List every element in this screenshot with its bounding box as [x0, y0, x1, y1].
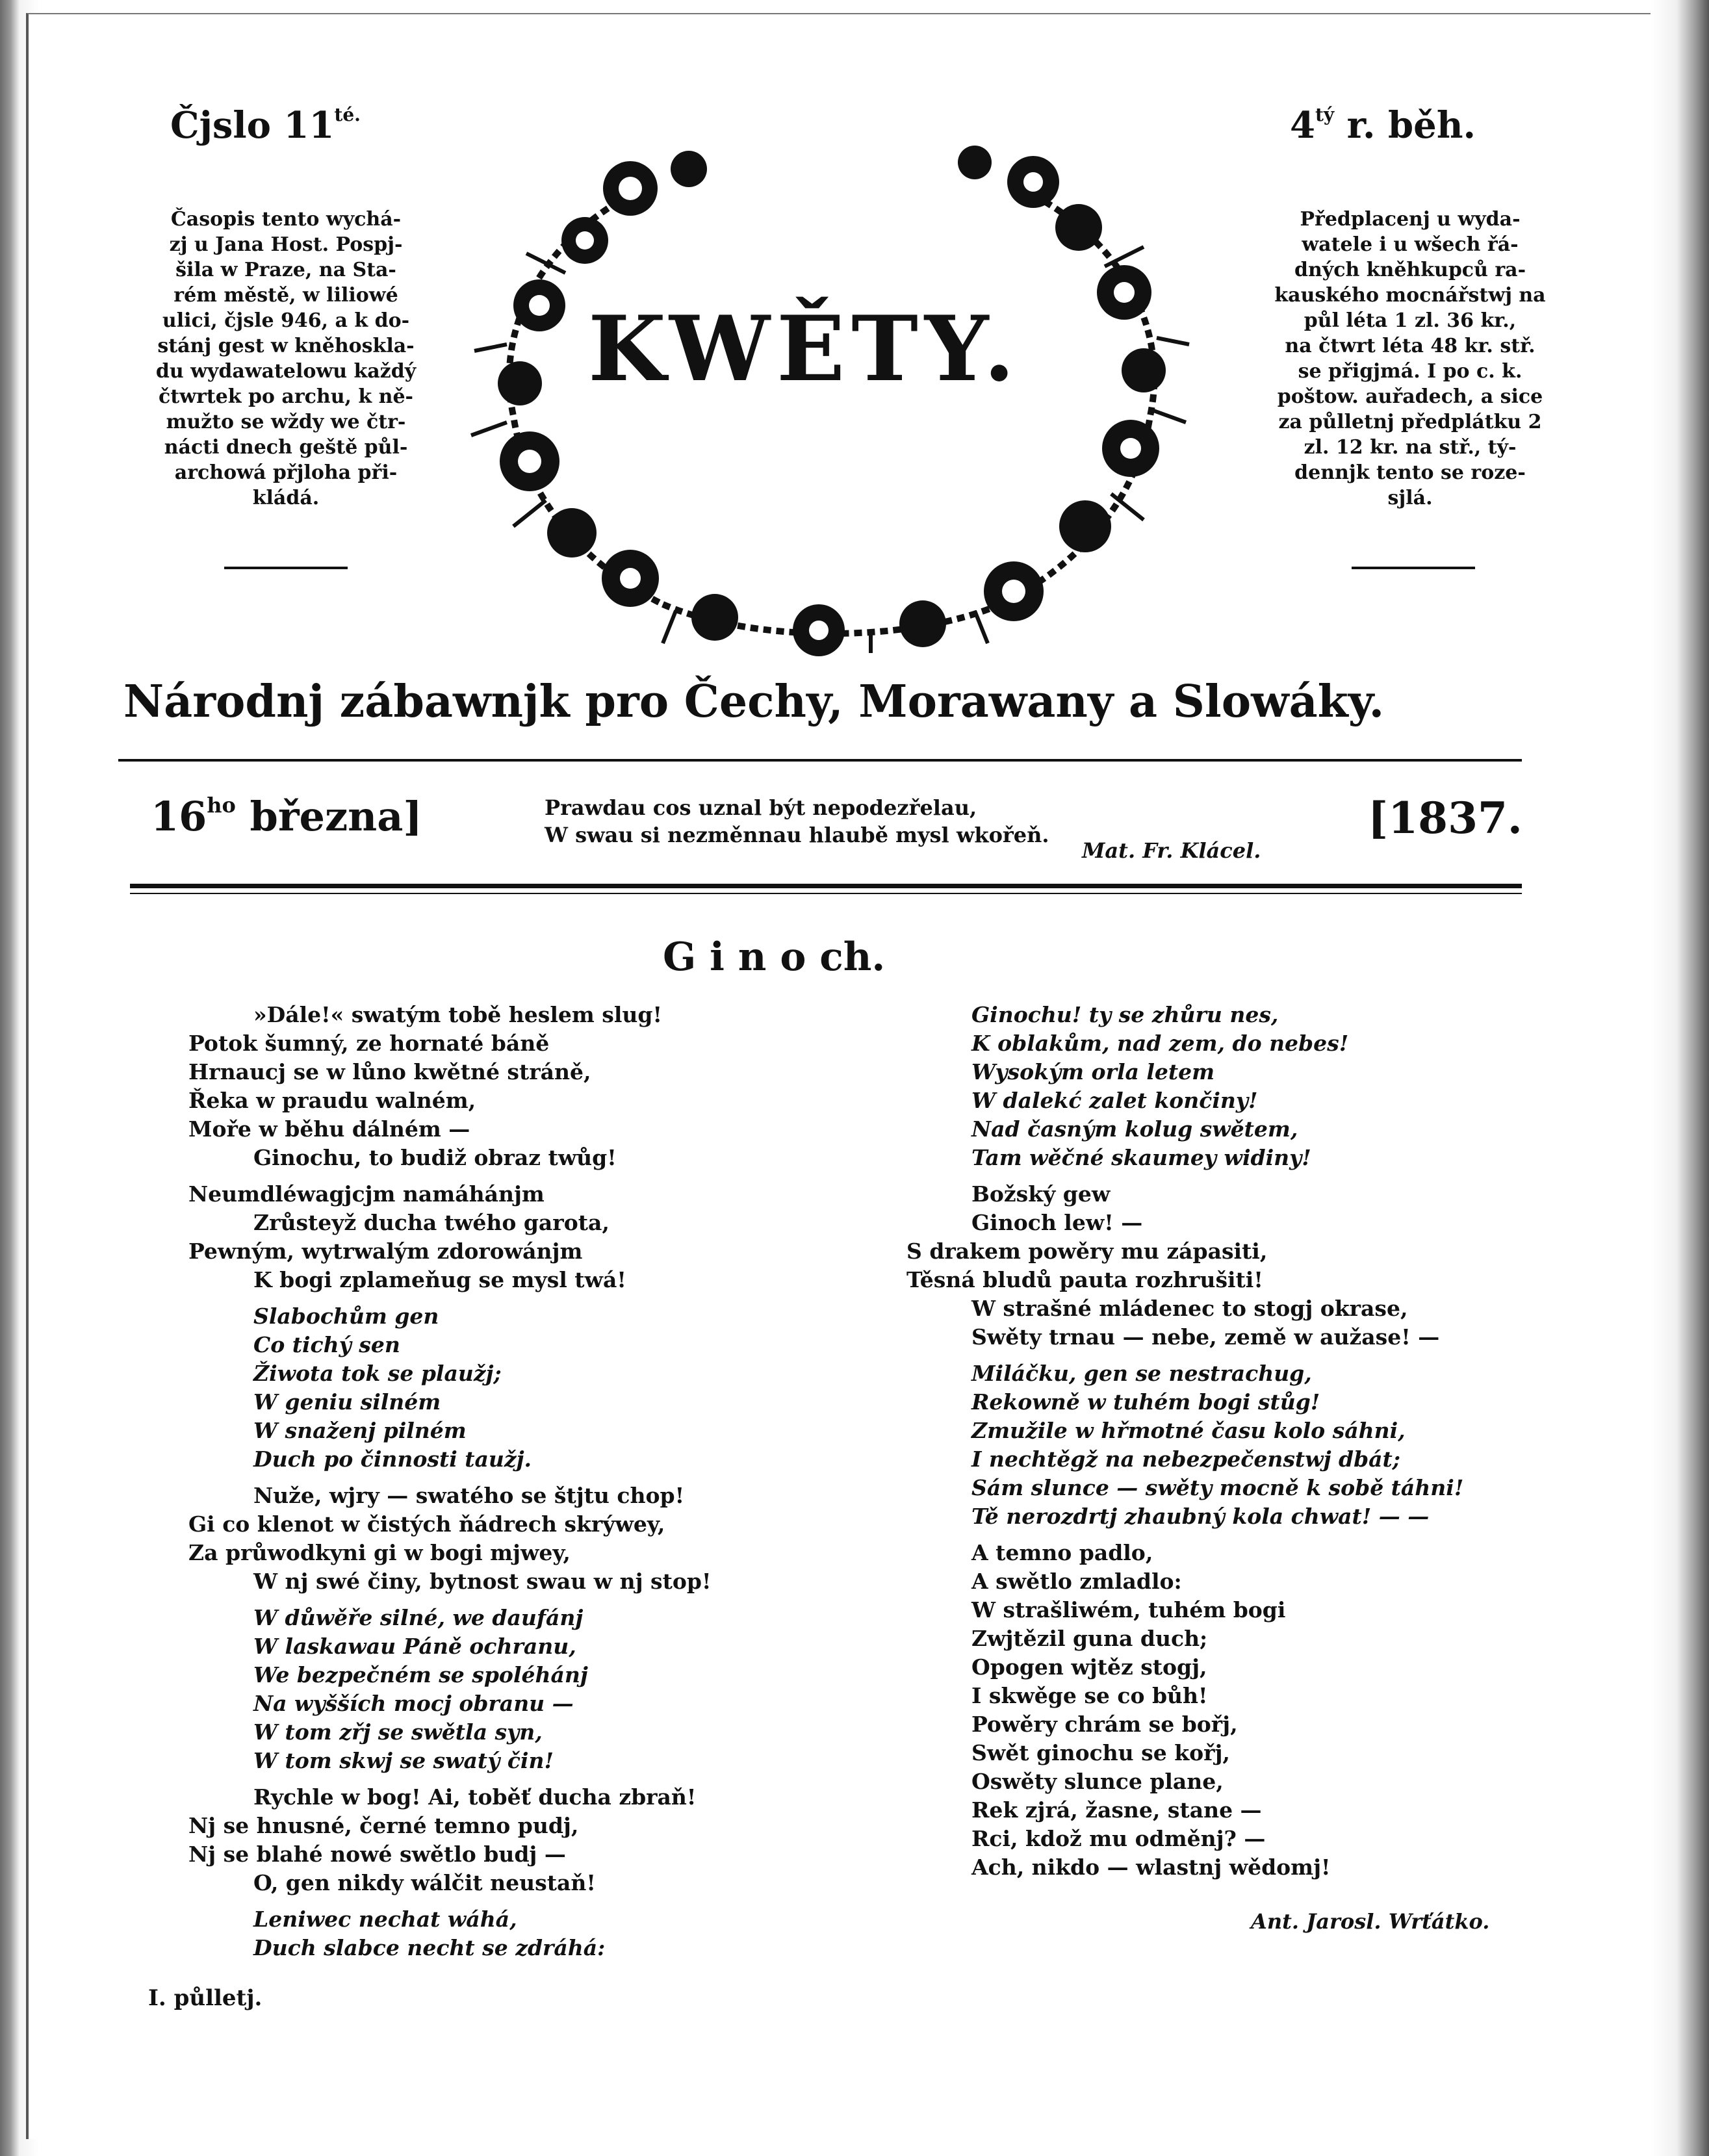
publication-notice-line: archowá přjloha při-: [174, 461, 398, 484]
poem-verse-line: Tě nerozdrtj zhaubný kola chwat! — —: [971, 1504, 1430, 1529]
publication-notice-line: čtwrtek po archu, k ně-: [159, 385, 413, 408]
year-suffix: tý: [1315, 104, 1335, 125]
issue-year: [1837.: [1368, 793, 1523, 843]
publication-notice-line: šila w Praze, na Sta-: [175, 259, 396, 281]
poem-verse-line: W geniu silném: [253, 1389, 441, 1415]
poem-verse-line: Nj se blahé nowé swětlo budj —: [188, 1842, 566, 1867]
poem-verse-line: Pewným, wytrwalým zdorowánjm: [188, 1238, 583, 1264]
publication-notice-line: ulici, čjsle 946, a k do-: [162, 309, 410, 332]
publication-notice-line: kládá.: [252, 487, 320, 509]
poem-verse-line: Potok šumný, ze hornaté báně: [188, 1031, 550, 1056]
year-number: 4: [1290, 104, 1315, 147]
poem-verse-line: W strašliwém, tuhém bogi: [971, 1597, 1286, 1623]
issue-number-text: Čjslo 11: [170, 104, 335, 147]
subscription-notice-line: se přigjmá. I po c. k.: [1298, 360, 1523, 383]
publication-notice: [133, 207, 439, 511]
publication-notice-line: du wydawatelowu každý: [155, 360, 417, 383]
poem-verse-line: Rek zjrá, žasne, stane —: [971, 1797, 1262, 1823]
poem-verse-line: Rychle w bog! Ai, toběť ducha zbraň!: [253, 1784, 697, 1810]
poem-verse-line: Swět ginochu se kořj,: [971, 1740, 1230, 1765]
masthead-subtitle: Národnj zábawnjk pro Čechy, Morawany a Slowáky.: [123, 676, 1385, 728]
motto-line-1: Prawdau cos uznal být nepodezřelau,: [545, 795, 977, 820]
poem-verse-line: Ginochu! ty se zhůru nes,: [971, 1002, 1279, 1027]
publication-notice-line: stánj gest w kněhoskla-: [157, 335, 415, 357]
subscription-notice-line: kauského mocnářstwj na: [1274, 284, 1546, 307]
poem-verse-line: Hrnaucj se w lůno kwětné stráně,: [188, 1059, 591, 1084]
poem-verse-line: Co tichý sen: [253, 1332, 400, 1357]
poem-verse-line: W strašné mládenec to stogj okrase,: [971, 1296, 1408, 1321]
subscription-notice-line: watele i u wšech řá-: [1302, 233, 1519, 256]
issue-date: [151, 793, 422, 840]
poem-verse-line: S drakem powěry mu zápasiti,: [906, 1238, 1268, 1264]
issue-number-suffix: té.: [334, 104, 361, 125]
poem-verse-line: W laskawau Páně ochranu,: [253, 1634, 576, 1659]
subscription-notice-line: na čtwrt léta 48 kr. stř.: [1285, 335, 1536, 357]
poem-verse-line: Za průwodkyni gi w bogi mjwey,: [188, 1540, 571, 1565]
publication-notice-line: zj u Jana Host. Pospj-: [169, 233, 403, 256]
notice-underline-right: [1352, 567, 1475, 569]
poem-verse-line: O, gen nikdy wálčit neustaň!: [253, 1870, 596, 1895]
notice-underline-left: [224, 567, 348, 569]
subscription-notice: [1257, 207, 1563, 511]
year-of-run: [1290, 104, 1476, 147]
subscription-notice-line: dennjk tento se roze-: [1294, 461, 1526, 484]
subscription-notice-line: sjlá.: [1387, 487, 1433, 509]
year-label: r. běh.: [1346, 104, 1476, 147]
poem-verse-line: Rci, kdož mu odměnj? —: [971, 1826, 1266, 1851]
issue-month: března]: [250, 793, 422, 840]
poem-verse-line: Sám slunce — swěty mocně k sobě táhni!: [971, 1475, 1464, 1500]
poem-verse-line: Moře w běhu dálném —: [188, 1116, 470, 1142]
motto: [545, 794, 1049, 849]
subscription-notice-line: Předplacenj u wyda-: [1300, 208, 1521, 231]
scan-right-edge: [1651, 0, 1709, 2156]
poem-verse-line: Na wyšších mocj obranu —: [253, 1691, 574, 1716]
poem-verse-line: A temno padlo,: [971, 1540, 1153, 1565]
poem-verse-line: W nj swé činy, bytnost swau w nj stop!: [253, 1569, 712, 1594]
rule-under-subtitle: [118, 759, 1522, 762]
poem-verse-line: A swětlo zmladlo:: [971, 1569, 1182, 1594]
poem-verse-line: W tom zřj se swětla syn,: [253, 1719, 543, 1745]
poem-verse-line: Tam wěčné skaumey widiny!: [971, 1145, 1311, 1170]
subscription-notice-line: půl léta 1 zl. 36 kr.,: [1304, 309, 1517, 332]
poem-verse-line: Nad časným kolug swětem,: [971, 1116, 1298, 1142]
issue-number: [170, 104, 361, 147]
poem-verse-line: Swěty trnau — nebe, země w aužase! —: [971, 1324, 1440, 1350]
poem-verse-line: Leniwec nechat wáhá,: [253, 1906, 517, 1932]
publication-notice-line: rém městě, w liliowé: [173, 284, 398, 307]
poem-verse-line: Řeka w praudu walném,: [188, 1088, 476, 1113]
poem-verse-line: Zmužile w hřmotné času kolo sáhni,: [971, 1418, 1406, 1443]
poem-verse-line: W dalekć zalet končiny!: [971, 1088, 1258, 1113]
masthead-title: KWĚTY.: [588, 296, 1022, 402]
poem-verse-line: Ach, nikdo — wlastnj wědomj!: [971, 1854, 1331, 1880]
poem-verse-line: W důwěře silné, we daufánj: [253, 1605, 584, 1630]
rule-under-dateline-thick: [130, 884, 1522, 888]
poem-verse-line: Opogen wjtěz stogj,: [971, 1654, 1207, 1680]
subscription-notice-line: poštow. auřadech, a sice: [1277, 385, 1543, 408]
motto-author: Mat. Fr. Klácel.: [1082, 838, 1261, 863]
poem-verse-line: Ginoch lew! —: [971, 1210, 1143, 1235]
poem-verse-line: Gi co klenot w čistých ňádrech skrýwey,: [188, 1511, 665, 1537]
poem-verse-line: Zrůsteyž ducha twého garota,: [253, 1210, 610, 1235]
poem-verse-line: K bogi zplameňug se mysl twá!: [253, 1267, 626, 1292]
publication-notice-line: Časopis tento wychá-: [170, 208, 402, 231]
motto-line-2: W swau si nezměnnau hlaubě mysl wkořeň.: [545, 823, 1049, 847]
issue-day-suffix: ho: [207, 793, 236, 817]
poem-verse-line: »Dále!« swatým tobě heslem slug!: [253, 1002, 662, 1027]
issue-day: 16: [151, 793, 207, 840]
poem-verse-line: Slabochům gen: [253, 1303, 439, 1329]
subscription-notice-line: dných kněhkupců ra-: [1294, 259, 1526, 281]
poem-verse-line: Ginochu, to budiž obraz twůg!: [253, 1145, 617, 1170]
subscription-notice-line: za půlletnj předplátku 2: [1278, 411, 1542, 433]
poem-verse-line: Těsná bludů pauta rozhrušiti!: [906, 1267, 1263, 1292]
poem-verse-line: Wysokým orla letem: [971, 1059, 1215, 1084]
publication-notice-line: mužto se wždy we čtr-: [166, 411, 406, 433]
poem-verse-line: Zwjtězil guna duch;: [971, 1626, 1208, 1651]
poem-verse-line: K oblakům, nad zem, do nebes!: [971, 1031, 1349, 1056]
publication-notice-line: nácti dnech geště půl-: [164, 436, 408, 459]
poem-verse-line: Božský gew: [971, 1181, 1111, 1207]
signature-mark: I. půlletj.: [148, 1985, 263, 2011]
poem-verse-line: Nuže, wjry — swatého se štjtu chop!: [253, 1483, 685, 1508]
poem-verse-line: Rekowně w tuhém bogi stůg!: [971, 1389, 1320, 1415]
poem-author: Ant. Jarosl. Wrťátko.: [1251, 1909, 1490, 1934]
poem-verse-line: Žiwota tok se plaužj;: [253, 1361, 502, 1386]
subscription-notice-line: zl. 12 kr. na stř., tý-: [1304, 436, 1517, 459]
poem-verse-line: Duch slabce necht se zdráhá:: [253, 1935, 606, 1960]
poem-left-column: [188, 1001, 773, 1962]
poem-verse-line: I skwěge se co bůh!: [971, 1683, 1208, 1708]
poem-verse-line: Duch po činnosti taužj.: [253, 1446, 532, 1472]
poem-verse-line: W tom skwj se swatý čin!: [253, 1748, 554, 1773]
poem-verse-line: Powěry chrám se bořj,: [971, 1712, 1238, 1737]
poem-verse-line: I nechtěgž na nebezpečenstwj dbát;: [971, 1446, 1400, 1472]
poem-verse-line: Neumdléwagjcjm namáhánjm: [188, 1181, 545, 1207]
rule-under-dateline-thin: [130, 893, 1522, 894]
poem-verse-line: Miláčku, gen se nestrachug,: [971, 1361, 1312, 1386]
poem-verse-line: Oswěty slunce plane,: [971, 1769, 1224, 1794]
poem-verse-line: W snaženj pilném: [253, 1418, 467, 1443]
poem-title: G i n o ch.: [663, 934, 886, 980]
poem-verse-line: We bezpečném se spoléhánj: [253, 1662, 588, 1688]
poem-verse-line: Nj se hnusné, černé temno pudj,: [188, 1813, 579, 1838]
poem-right-column: [906, 1001, 1511, 1882]
